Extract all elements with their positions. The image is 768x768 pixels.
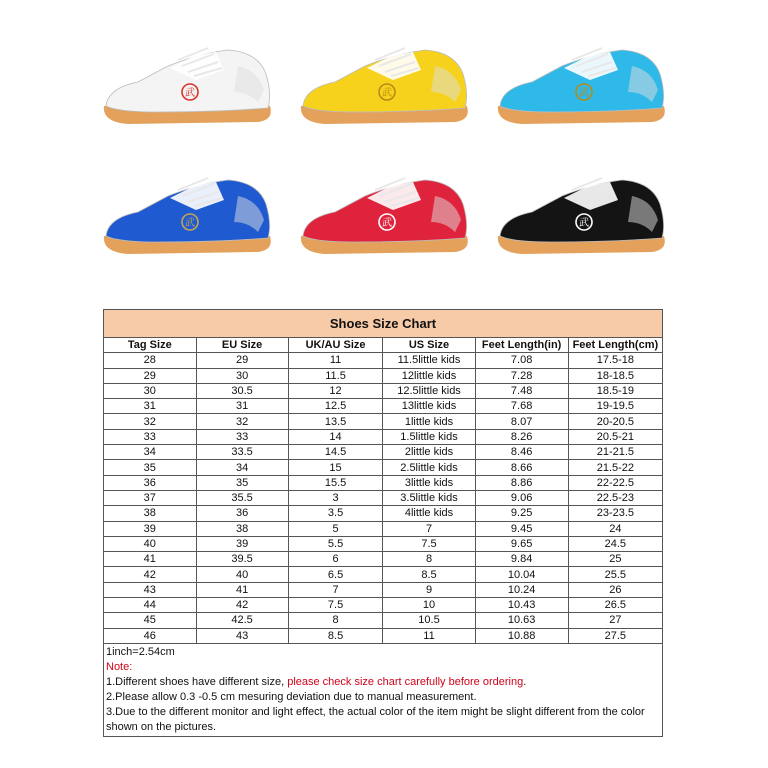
table-cell: 27.5 (568, 628, 662, 643)
table-cell: 8.86 (475, 475, 568, 490)
table-row (104, 490, 662, 505)
chart-title: Shoes Size Chart (104, 310, 662, 338)
table-cell: 8.46 (475, 445, 568, 460)
column-header: Tag Size (104, 338, 196, 353)
table-row (104, 353, 662, 368)
table-cell: 7 (288, 582, 383, 597)
table-cell: 36 (104, 475, 196, 490)
table-row (104, 582, 662, 597)
table-row (104, 383, 662, 398)
table-cell: 22-22.5 (568, 475, 662, 490)
table-row (104, 429, 662, 444)
shoe-sky-blue (492, 36, 672, 136)
table-cell: 1.5little kids (383, 429, 475, 444)
table-cell: 8.26 (475, 429, 568, 444)
table-cell: 7 (383, 521, 475, 536)
table-cell: 8.5 (383, 567, 475, 582)
shoe-illustration (492, 36, 672, 136)
table-cell: 30.5 (196, 383, 288, 398)
table-row (104, 460, 662, 475)
table-cell: 43 (104, 582, 196, 597)
table-cell: 1little kids (383, 414, 475, 429)
table-cell: 20-20.5 (568, 414, 662, 429)
table-cell: 45 (104, 613, 196, 628)
table-cell: 7.5 (288, 598, 383, 613)
table-row (104, 567, 662, 582)
table-cell: 34 (196, 460, 288, 475)
table-cell: 10 (383, 598, 475, 613)
column-header: Feet Length(in) (475, 338, 568, 353)
table-cell: 8.5 (288, 628, 383, 643)
column-header: US Size (383, 338, 475, 353)
table-cell: 40 (196, 567, 288, 582)
table-row (104, 552, 662, 567)
table-cell: 42 (196, 598, 288, 613)
table-cell: 41 (196, 582, 288, 597)
table-row (104, 475, 662, 490)
table-cell: 10.5 (383, 613, 475, 628)
note-line-1 (106, 675, 659, 690)
table-row (104, 521, 662, 536)
shoe-yellow (295, 36, 475, 136)
table-row (104, 536, 662, 551)
notes-section (104, 644, 662, 736)
table-cell: 33.5 (196, 445, 288, 460)
table-cell: 26 (568, 582, 662, 597)
note-line-3: 3.Due to the different monitor and light effect, the actual color of the item might be slight different from the color shown on the pictures. (106, 705, 645, 733)
table-cell: 39.5 (196, 552, 288, 567)
table-cell: 14.5 (288, 445, 383, 460)
table-cell: 7.68 (475, 399, 568, 414)
table-cell: 3.5 (288, 506, 383, 521)
table-cell: 3little kids (383, 475, 475, 490)
table-cell: 30 (104, 383, 196, 398)
table-cell: 25 (568, 552, 662, 567)
note-line-1-warning: please check size chart carefully before ordering (287, 675, 524, 688)
table-cell: 9.84 (475, 552, 568, 567)
table-cell: 3.5little kids (383, 490, 475, 505)
table-cell: 9 (383, 582, 475, 597)
table-cell: 11 (288, 353, 383, 368)
table-cell: 29 (104, 368, 196, 383)
table-cell: 26.5 (568, 598, 662, 613)
table-cell: 21.5-22 (568, 460, 662, 475)
table-cell: 4little kids (383, 506, 475, 521)
table-cell: 22.5-23 (568, 490, 662, 505)
table-cell: 9.06 (475, 490, 568, 505)
table-cell: 25.5 (568, 567, 662, 582)
table-cell: 33 (104, 429, 196, 444)
table-cell: 43 (196, 628, 288, 643)
svg-text:武: 武 (382, 218, 392, 229)
shoe-white (98, 36, 278, 136)
table-cell: 7.28 (475, 368, 568, 383)
table-cell: 38 (104, 506, 196, 521)
shoe-royal-blue (98, 166, 278, 266)
table-row (104, 445, 662, 460)
table-cell: 3 (288, 490, 383, 505)
column-header: EU Size (196, 338, 288, 353)
table-cell: 12little kids (383, 368, 475, 383)
table-cell: 15.5 (288, 475, 383, 490)
table-cell: 39 (196, 536, 288, 551)
table-header (104, 338, 662, 353)
table-cell: 24.5 (568, 536, 662, 551)
svg-text:武: 武 (579, 218, 589, 229)
shoe-illustration (295, 166, 475, 266)
table-cell: 32 (196, 414, 288, 429)
table-cell: 42.5 (196, 613, 288, 628)
table-cell: 2little kids (383, 445, 475, 460)
table-cell: 6 (288, 552, 383, 567)
table-cell: 7.08 (475, 353, 568, 368)
table-cell: 42 (104, 567, 196, 582)
shoe-illustration (492, 166, 672, 266)
table-cell: 10.24 (475, 582, 568, 597)
shoe-black (492, 166, 672, 266)
table-cell: 8 (288, 613, 383, 628)
table-cell: 44 (104, 598, 196, 613)
note-heading: Note: (106, 660, 133, 673)
table-cell: 24 (568, 521, 662, 536)
table-cell: 27 (568, 613, 662, 628)
shoe-red (295, 166, 475, 266)
table-cell: 5 (288, 521, 383, 536)
shoe-gallery (90, 36, 680, 276)
note-line-1-end: . (523, 675, 527, 688)
table-cell: 11 (383, 628, 475, 643)
table-cell: 28 (104, 353, 196, 368)
svg-text:武: 武 (579, 88, 589, 99)
table-row (104, 613, 662, 628)
table-cell: 20.5-21 (568, 429, 662, 444)
table-cell: 5.5 (288, 536, 383, 551)
table-cell: 37 (104, 490, 196, 505)
table-cell: 35 (104, 460, 196, 475)
table-cell: 9.45 (475, 521, 568, 536)
table-cell: 10.88 (475, 628, 568, 643)
table-cell: 40 (104, 536, 196, 551)
shoe-illustration (98, 166, 278, 266)
table-cell: 13.5 (288, 414, 383, 429)
table-body (104, 353, 662, 644)
table-cell: 8.66 (475, 460, 568, 475)
table-cell: 10.63 (475, 613, 568, 628)
table-cell: 17.5-18 (568, 353, 662, 368)
table-cell: 33 (196, 429, 288, 444)
shoe-illustration (98, 36, 278, 136)
table-cell: 31 (104, 399, 196, 414)
note-line-1-start: 1.Different shoes have different size, (106, 675, 288, 688)
table-cell: 12.5 (288, 399, 383, 414)
size-chart (103, 309, 663, 737)
table-cell: 9.65 (475, 536, 568, 551)
table-row (104, 506, 662, 521)
conversion-note: 1inch=2.54cm (106, 645, 175, 658)
table-row (104, 414, 662, 429)
table-cell: 12 (288, 383, 383, 398)
column-header: Feet Length(cm) (568, 338, 662, 353)
table-cell: 35.5 (196, 490, 288, 505)
table-cell: 30 (196, 368, 288, 383)
table-cell: 14 (288, 429, 383, 444)
shoe-illustration (295, 36, 475, 136)
table-cell: 34 (104, 445, 196, 460)
table-cell: 46 (104, 628, 196, 643)
table-cell: 35 (196, 475, 288, 490)
table-cell: 21-21.5 (568, 445, 662, 460)
size-table (104, 338, 662, 644)
table-row (104, 368, 662, 383)
table-cell: 18.5-19 (568, 383, 662, 398)
table-cell: 2.5little kids (383, 460, 475, 475)
table-cell: 29 (196, 353, 288, 368)
table-cell: 39 (104, 521, 196, 536)
table-cell: 10.04 (475, 567, 568, 582)
svg-text:武: 武 (185, 218, 195, 229)
column-header: UK/AU Size (288, 338, 383, 353)
table-cell: 11.5little kids (383, 353, 475, 368)
table-cell: 6.5 (288, 567, 383, 582)
table-row (104, 399, 662, 414)
note-line-2: 2.Please allow 0.3 -0.5 cm mesuring deviation due to manual measurement. (106, 690, 477, 703)
table-cell: 7.5 (383, 536, 475, 551)
table-cell: 7.48 (475, 383, 568, 398)
table-row (104, 598, 662, 613)
table-cell: 38 (196, 521, 288, 536)
table-cell: 8 (383, 552, 475, 567)
table-cell: 12.5little kids (383, 383, 475, 398)
table-cell: 32 (104, 414, 196, 429)
svg-text:武: 武 (382, 88, 392, 99)
table-cell: 10.43 (475, 598, 568, 613)
table-cell: 41 (104, 552, 196, 567)
table-cell: 23-23.5 (568, 506, 662, 521)
table-cell: 11.5 (288, 368, 383, 383)
svg-text:武: 武 (185, 88, 195, 99)
table-cell: 8.07 (475, 414, 568, 429)
table-cell: 31 (196, 399, 288, 414)
table-cell: 13little kids (383, 399, 475, 414)
table-cell: 19-19.5 (568, 399, 662, 414)
table-cell: 18-18.5 (568, 368, 662, 383)
table-row (104, 628, 662, 643)
table-cell: 9.25 (475, 506, 568, 521)
table-cell: 36 (196, 506, 288, 521)
table-cell: 15 (288, 460, 383, 475)
